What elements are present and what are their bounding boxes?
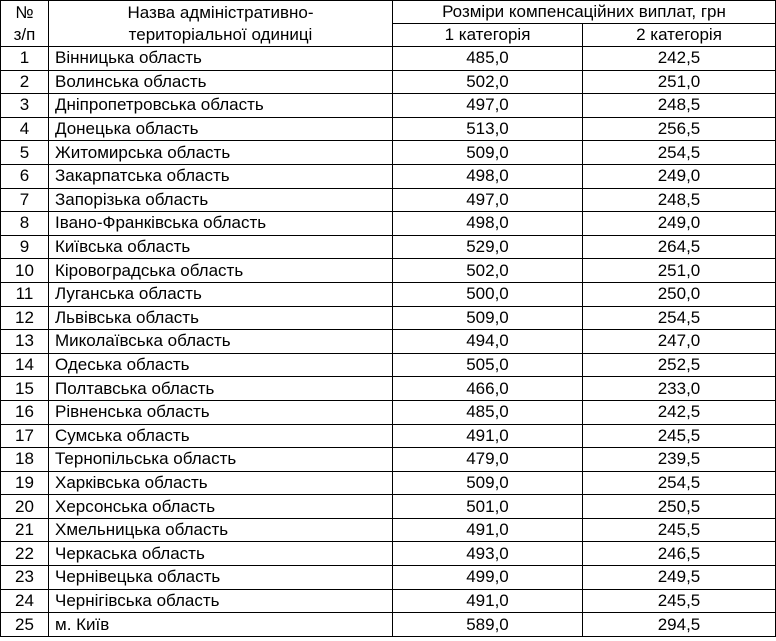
table-row <box>1 377 776 401</box>
cat2-value: 245,5 <box>583 589 776 613</box>
region-name: Київська область <box>49 235 393 259</box>
cat1-value: 485,0 <box>393 400 583 424</box>
table-row <box>1 47 776 71</box>
table-row <box>1 448 776 472</box>
header-name-line2: територіальної одиниці <box>128 24 313 44</box>
table-row <box>1 212 776 236</box>
row-number: 2 <box>1 70 49 94</box>
header-cat1: 1 категорія <box>393 24 583 47</box>
cat1-value: 491,0 <box>393 589 583 613</box>
table-row <box>1 518 776 542</box>
cat1-value: 589,0 <box>393 613 583 637</box>
region-name: Луганська область <box>49 282 393 306</box>
cat2-value: 247,0 <box>583 330 776 354</box>
header-name-line1: Назва адміністративно- <box>127 2 314 22</box>
cat2-value: 246,5 <box>583 542 776 566</box>
cat2-value: 250,5 <box>583 495 776 519</box>
region-name: Херсонська область <box>49 495 393 519</box>
cat1-value: 498,0 <box>393 164 583 188</box>
row-number: 10 <box>1 259 49 283</box>
cat2-value: 249,5 <box>583 566 776 590</box>
region-name: Вінницька область <box>49 47 393 71</box>
cat2-value: 250,0 <box>583 282 776 306</box>
row-number: 23 <box>1 566 49 590</box>
row-number: 5 <box>1 141 49 165</box>
region-name: Харківська область <box>49 471 393 495</box>
cat2-value: 251,0 <box>583 70 776 94</box>
region-name: Рівненська область <box>49 400 393 424</box>
cat1-value: 491,0 <box>393 518 583 542</box>
table-row <box>1 70 776 94</box>
cat1-value: 502,0 <box>393 70 583 94</box>
region-name: Закарпатська область <box>49 164 393 188</box>
table-header <box>1 1 776 47</box>
region-name: Тернопільська область <box>49 448 393 472</box>
cat1-value: 509,0 <box>393 471 583 495</box>
cat2-value: 294,5 <box>583 613 776 637</box>
cat1-value: 529,0 <box>393 235 583 259</box>
region-name: Сумська область <box>49 424 393 448</box>
table-row <box>1 471 776 495</box>
table-row <box>1 94 776 118</box>
region-name: Кіровоградська область <box>49 259 393 283</box>
row-number: 4 <box>1 117 49 141</box>
cat1-value: 493,0 <box>393 542 583 566</box>
table-row <box>1 400 776 424</box>
table-row <box>1 306 776 330</box>
cat2-value: 249,0 <box>583 212 776 236</box>
region-name: Миколаївська область <box>49 330 393 354</box>
table-row <box>1 259 776 283</box>
region-name: Хмельницька область <box>49 518 393 542</box>
region-name: Донецька область <box>49 117 393 141</box>
region-name: Полтавська область <box>49 377 393 401</box>
table-row <box>1 282 776 306</box>
row-number: 24 <box>1 589 49 613</box>
header-num-line1: № <box>15 2 34 22</box>
row-number: 9 <box>1 235 49 259</box>
cat1-value: 499,0 <box>393 566 583 590</box>
cat1-value: 500,0 <box>393 282 583 306</box>
cat1-value: 502,0 <box>393 259 583 283</box>
cat2-value: 254,5 <box>583 141 776 165</box>
cat2-value: 252,5 <box>583 353 776 377</box>
row-number: 15 <box>1 377 49 401</box>
table-row <box>1 589 776 613</box>
region-name: Житомирська область <box>49 141 393 165</box>
region-name: Дніпропетровська область <box>49 94 393 118</box>
cat2-value: 245,5 <box>583 424 776 448</box>
cat1-value: 505,0 <box>393 353 583 377</box>
table-row <box>1 188 776 212</box>
header-payments: Розміри компенсаційних виплат, грн <box>393 1 776 24</box>
table-row <box>1 164 776 188</box>
row-number: 11 <box>1 282 49 306</box>
region-name: Волинська область <box>49 70 393 94</box>
cat1-value: 497,0 <box>393 188 583 212</box>
row-number: 16 <box>1 400 49 424</box>
cat2-value: 239,5 <box>583 448 776 472</box>
cat2-value: 249,0 <box>583 164 776 188</box>
cat2-value: 242,5 <box>583 400 776 424</box>
cat1-value: 466,0 <box>393 377 583 401</box>
region-name: Чернівецька область <box>49 566 393 590</box>
region-name: Запорізька область <box>49 188 393 212</box>
row-number: 17 <box>1 424 49 448</box>
header-name-cell <box>49 1 393 47</box>
row-number: 14 <box>1 353 49 377</box>
cat2-value: 248,5 <box>583 188 776 212</box>
cat1-value: 497,0 <box>393 94 583 118</box>
cat1-value: 494,0 <box>393 330 583 354</box>
table-body <box>1 47 776 637</box>
cat2-value: 254,5 <box>583 471 776 495</box>
cat2-value: 264,5 <box>583 235 776 259</box>
header-cat2: 2 категорія <box>583 24 776 47</box>
cat2-value: 248,5 <box>583 94 776 118</box>
cat1-value: 509,0 <box>393 141 583 165</box>
region-name: Чернігівська область <box>49 589 393 613</box>
cat2-value: 242,5 <box>583 47 776 71</box>
table-row <box>1 542 776 566</box>
region-name: м. Київ <box>49 613 393 637</box>
table-row <box>1 495 776 519</box>
cat1-value: 479,0 <box>393 448 583 472</box>
cat2-value: 233,0 <box>583 377 776 401</box>
table-row <box>1 353 776 377</box>
row-number: 22 <box>1 542 49 566</box>
cat2-value: 245,5 <box>583 518 776 542</box>
row-number: 7 <box>1 188 49 212</box>
row-number: 12 <box>1 306 49 330</box>
header-num-cell <box>1 1 49 47</box>
region-name: Черкаська область <box>49 542 393 566</box>
row-number: 25 <box>1 613 49 637</box>
cat2-value: 256,5 <box>583 117 776 141</box>
table-row <box>1 330 776 354</box>
row-number: 8 <box>1 212 49 236</box>
region-name: Івано-Франківська область <box>49 212 393 236</box>
cat1-value: 498,0 <box>393 212 583 236</box>
cat1-value: 509,0 <box>393 306 583 330</box>
table-row <box>1 613 776 637</box>
row-number: 13 <box>1 330 49 354</box>
row-number: 20 <box>1 495 49 519</box>
cat1-value: 513,0 <box>393 117 583 141</box>
cat1-value: 485,0 <box>393 47 583 71</box>
table-row <box>1 566 776 590</box>
table-row <box>1 235 776 259</box>
table-row <box>1 141 776 165</box>
row-number: 3 <box>1 94 49 118</box>
table-row <box>1 424 776 448</box>
table-row <box>1 117 776 141</box>
region-name: Львівська область <box>49 306 393 330</box>
cat2-value: 251,0 <box>583 259 776 283</box>
row-number: 19 <box>1 471 49 495</box>
cat1-value: 491,0 <box>393 424 583 448</box>
region-name: Одеська область <box>49 353 393 377</box>
header-num-line2: з/п <box>13 24 36 44</box>
cat1-value: 501,0 <box>393 495 583 519</box>
row-number: 1 <box>1 47 49 71</box>
row-number: 18 <box>1 448 49 472</box>
row-number: 21 <box>1 518 49 542</box>
row-number: 6 <box>1 164 49 188</box>
cat2-value: 254,5 <box>583 306 776 330</box>
